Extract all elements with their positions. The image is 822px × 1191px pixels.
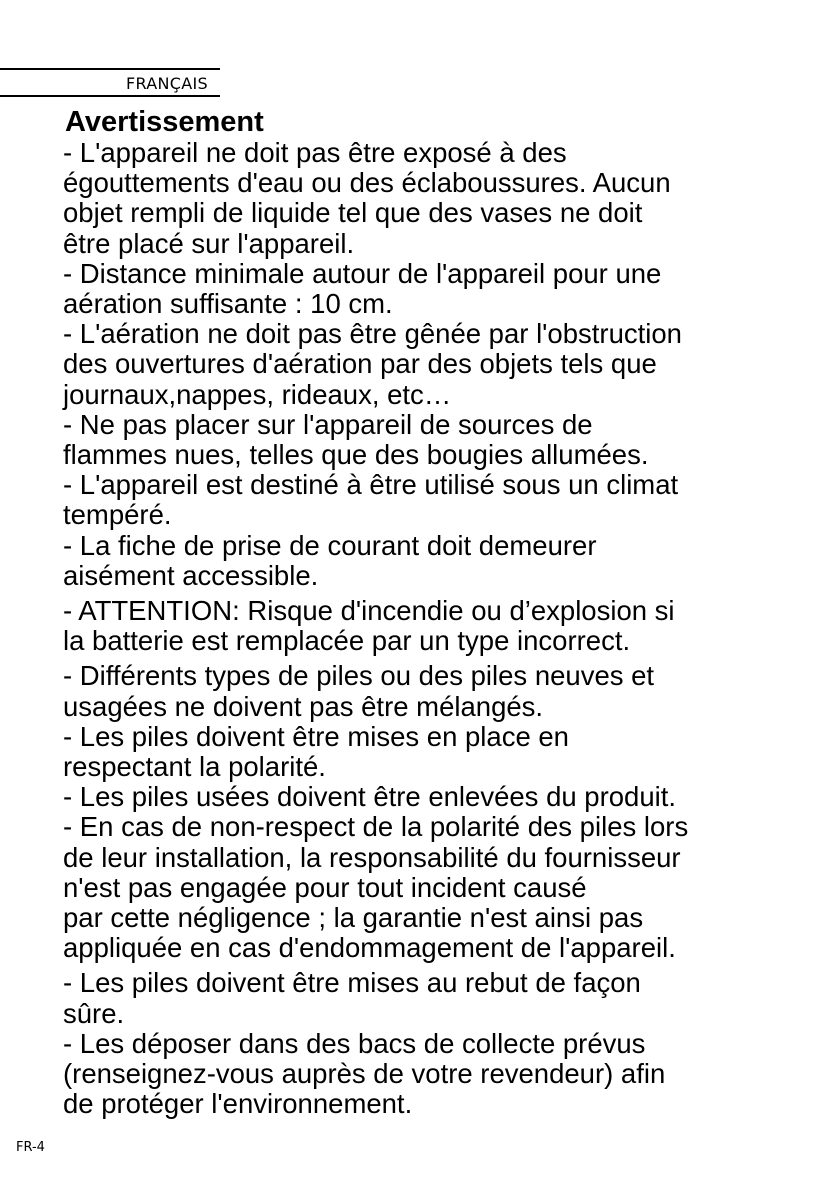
warning-item: - Les piles doivent être mises au rebut de façon sûre. [63, 967, 641, 1029]
header-top-rule [0, 68, 220, 70]
warning-item: - L'aération ne doit pas être gênée par l'obstruction des ouvertures d'aération par des objets tels que journaux,nappes, rideaux, etc… [63, 318, 682, 410]
warning-item: - Ne pas placer sur l'appareil de sources de flammes nues, telles que des bougies allumées. [63, 408, 649, 471]
warning-item: - Les piles usées doivent être enlevées du produit. [63, 781, 677, 813]
language-label: FRANÇAIS [126, 74, 208, 93]
warning-list [63, 138, 808, 1120]
warning-item: - L'appareil est destiné à être utilisé sous un climat tempéré. [63, 469, 679, 531]
warning-item: - ATTENTION: Risque d'incendie ou d’explosion si la batterie est remplacée par un type incorrect. [63, 595, 675, 657]
header-bottom-rule [0, 95, 220, 97]
warning-item: - En cas de non-respect de la polarité des piles lors de leur installation, la responsabilité du fournisseur n'est pas engagée pour tout incident causé par cette négligence ; la garantie n'est ainsi pas appliquée en cas d'endommagement de l'appareil. [63, 811, 689, 964]
warning-item: - Distance minimale autour de l'appareil pour une aération suffisante : 10 cm. [63, 257, 662, 320]
warning-item: - Différents types de piles ou des piles neuves et usagées ne doivent pas être mélangés. [63, 660, 655, 722]
warning-item: - La fiche de prise de courant doit demeurer aisément accessible. [63, 529, 597, 591]
warning-item: - Les déposer dans des bacs de collecte prévus (renseignez-vous auprès de votre revendeur) afin de protéger l'environnement. [63, 1027, 666, 1120]
section-title: Avertissement [65, 106, 264, 138]
warning-item: - Les piles doivent être mises en place en respectant la polarité. [63, 720, 569, 783]
page-number: FR-4 [16, 1140, 45, 1155]
warning-item: - L'appareil ne doit pas être exposé à des égouttements d'eau ou des éclaboussures. Aucun objet rempli de liquide tel que des vases ne doit être placé sur l'appareil. [63, 137, 671, 259]
